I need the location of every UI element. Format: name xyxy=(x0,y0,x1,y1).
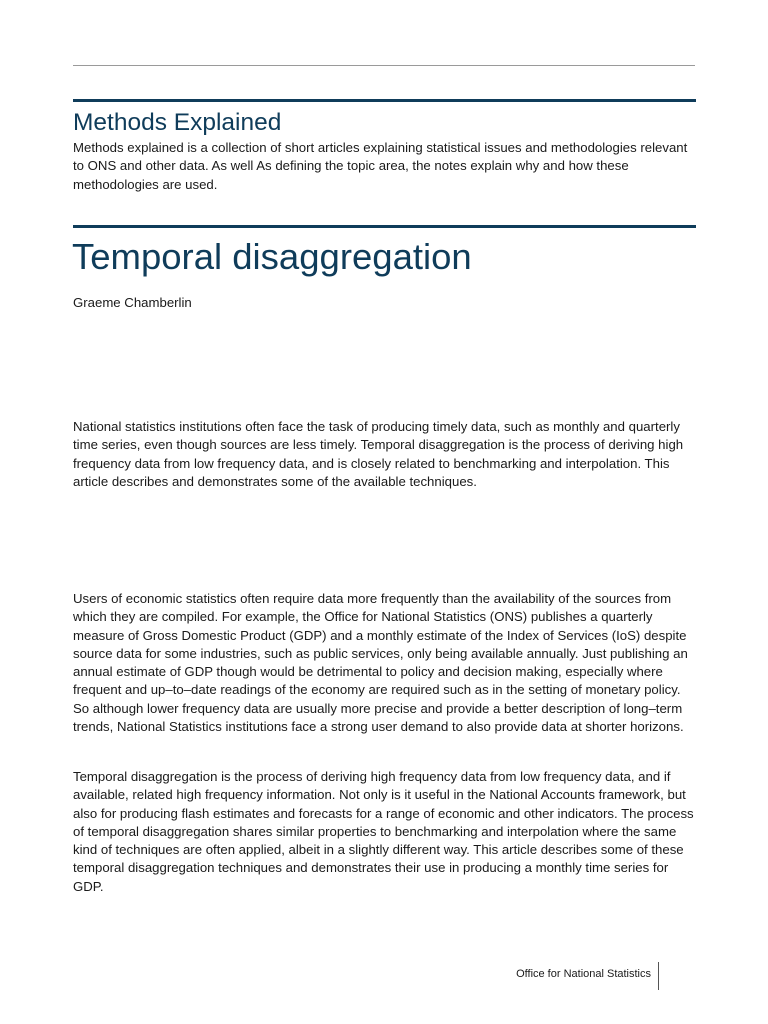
article-title: Temporal disaggregation xyxy=(72,236,472,277)
article-author: Graeme Chamberlin xyxy=(73,295,192,310)
footer-divider xyxy=(658,962,659,990)
series-divider xyxy=(73,99,696,102)
series-title: Methods Explained xyxy=(73,109,282,136)
title-divider xyxy=(73,225,696,228)
body-paragraph: Users of economic statistics often require data more frequently than the availability of the sources from which they are compiled. For example, the Office for National Statistics (ONS) publishes a quarterly measure of Gross Domestic Product (GDP) and a monthly estimate of the Index of Services (IoS) despite source data for some industries, such as public services, only being available annually. Just publishing an annual estimate of GDP though would be detrimental to policy and decision making, especially where frequent and up–to–date readings of the economy are required such as in the setting of monetary policy. So although lower frequency data are usually more precise and provide a better description of long–term trends, National Statistics institutions face a strong user demand to also provide data at shorter horizons. xyxy=(73,591,688,735)
series-description: Methods explained is a collection of short articles explaining statistical issues and methodologies relevant to ONS and other data. As well As defining the topic area, the notes explain why and how these methodologies are used. xyxy=(73,140,688,192)
article-summary: National statistics institutions often face the task of producing timely data, such as monthly and quarterly time series, even though sources are less timely. Temporal disaggregation is the process of deriving high frequency data from low frequency data, and is closely related to benchmarking and interpolation. This article describes and demonstrates some of the available techniques. xyxy=(73,419,684,489)
header-top-rule xyxy=(73,65,695,66)
footer-organisation: Office for National Statistics xyxy=(516,968,651,980)
body-paragraph: Temporal disaggregation is the process of deriving high frequency data from low frequency data, and if available, related high frequency information. Not only is it useful in the National Accounts framework, but also for producing flash estimates and forecasts for a range of economic and other indicators. The process of temporal disaggregation shares similar properties to benchmarking and interpolation where the same kind of techniques are often applied, albeit in a slightly different way. This article describes some of these temporal disaggregation techniques and demonstrates their use in producing a monthly time series for GDP. xyxy=(73,769,694,894)
